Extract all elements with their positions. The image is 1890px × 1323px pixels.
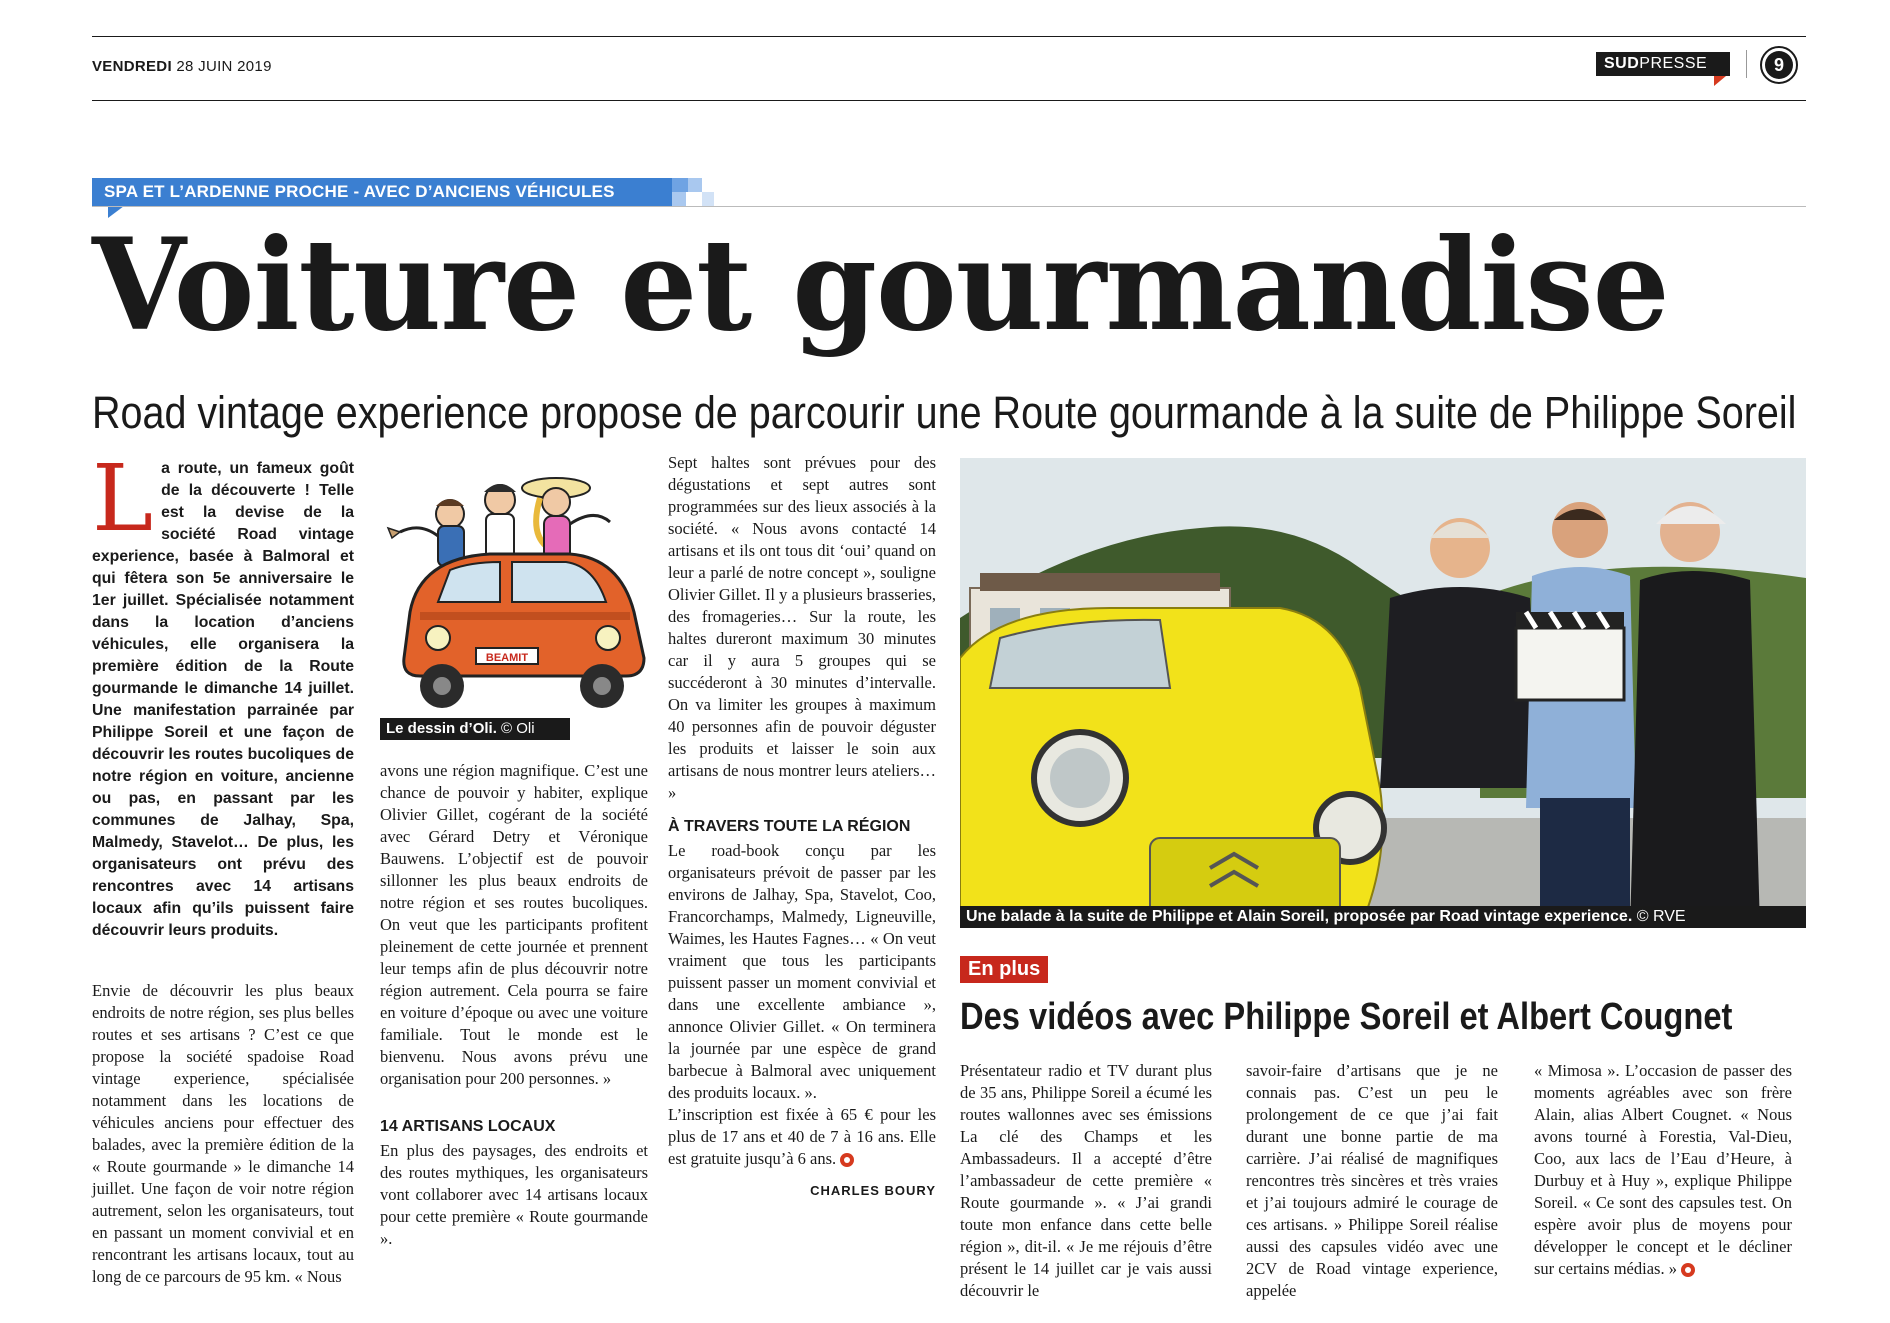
lead-text: a route, un fameux goût de la découverte ! Telle est la devise de la société Road vintage experience, basée à Balmoral et qui fêtera son 5e anniversaire le 1er juillet. Spécialisée notamment dans la location d’anciens véhicules, elle organisera la première édition de la Route gourmande le dimanche 14 juillet. Une manifestation parrainée par Philippe Soreil et une façon de découvrir les routes bucoliques de notre région en voiture, ancienne ou pas, en passant par les communes de Jalhay, Spa, Malmedy, Stavelot… De plus, les organisateurs ont prévu des rencontres avec 14 artisans locaux afin qu’ils puissent faire découvrir leurs produits.	[92, 460, 354, 939]
section-heading-region: À TRAVERS TOUTE LA RÉGION	[668, 818, 911, 835]
en-plus-column-1	[960, 1060, 1212, 1302]
photo-caption	[960, 906, 1806, 928]
author-signature: CHARLES BOURY	[810, 1183, 936, 1198]
brand-accent-icon	[1714, 76, 1726, 86]
section-region-end-text: L’inscription est fixée à 65 € pour les plus de 17 ans et 40 de 7 à 16 ans. Elle est gratuite jusqu’à 6 ans.	[668, 1105, 936, 1168]
page-number: 9	[1765, 51, 1793, 79]
page-number-badge	[1760, 46, 1798, 84]
section-heading-artisans: 14 ARTISANS LOCAUX	[380, 1118, 556, 1135]
headline: Voiture et gourmandise	[92, 211, 1669, 359]
section-artisans-body: En plus des paysages, des endroits et des routes mythiques, les organisateurs vont collaborer avec 14 artisans locaux pour cette première « Route gourmande ».	[380, 1141, 648, 1248]
section-region-end	[668, 1104, 936, 1170]
photo-caption-title: Une balade à la suite de Philippe et Alain Soreil, proposée par Road vintage experience.	[966, 908, 1633, 925]
top-rule	[92, 36, 1806, 37]
header-rule	[92, 100, 1806, 101]
section-region-body: Le road-book conçu par les organisateurs prévoit de passer par les environs de Jalhay, Spa, Stavelot, Coo, Francorchamps, Malmedy, Ligneuville, Waimes, les Hautes Fagnes… « On veut vraiment que tous les participants puissent passer un moment convivial et dans une excellente ambiance », annonce Olivier Gillet. « On terminera la journée par une espèce de grand barbecue à Balmoral avec uniquement des produits locaux. ».	[668, 841, 936, 1102]
en-plus-col1-text: Présentateur radio et TV durant plus de 35 ans, Philippe Soreil a écumé les routes wallonnes avec ses émissions La clé des Champs et les Ambassadeurs. Il a accepté d’être l’ambassadeur de cette première « Route gourmande ». « J’ai grandi toute mon enfance dans cette belle région », dit-il. « Je me réjouis d’être présent le 14 juillet car je vais aussi découvrir le	[960, 1061, 1212, 1300]
cartoon-illustration	[380, 462, 670, 720]
brand-logo[interactable]	[1596, 52, 1730, 76]
cartoon-caption-credit: © Oli	[501, 720, 535, 737]
end-mark-icon-2	[1681, 1263, 1695, 1277]
cartoon-caption	[380, 718, 570, 740]
drop-cap: L	[92, 445, 154, 552]
column-1-body: Envie de découvrir les plus beaux endroits de notre région, ses plus belles routes et ses artisans ? C’est ce que propose la société spadoise Road vintage experience, spécialisée notamment dans les locations de véhicules anciens pour effectuer des balades, avec la première édition de la « Route gourmande » le dimanche 14 juillet. Une façon de voir notre région autrement, selon les organisateurs, tout en passant un moment convivial et en rencontrant les artisans locaux, tout au long de ce parcours de 95 km. « Nous	[92, 981, 354, 1286]
kicker-text: SPA ET L’ARDENNE PROCHE - AVEC D’ANCIENS VÉHICULES	[104, 182, 615, 201]
en-plus-label: En plus	[960, 956, 1048, 983]
lead-paragraph	[92, 445, 354, 942]
cartoon-caption-title: Le dessin d’Oli.	[386, 720, 497, 737]
cartoon-plate-text: BEAMIT	[485, 652, 529, 664]
column-2-body: avons une région magnifique. C’est une chance de pouvoir y habiter, explique Olivier Gillet, cogérant de la société avec Gérard Detry et Véronique Bauwens. L’objectif est de pouvoir sillonner les plus beaux endroits de notre région et ses routes bucoliques. On veut que les participants profitent pleinement de cette journée et prennent leur temps afin de plus découvrir notre région autrement. Cela pourra se faire en voiture d’époque ou avec une voiture familiale. Tout le monde est le bienvenu. Nous avons prévu une organisation pour 200 personnes. »	[380, 761, 648, 1088]
issue-day: VENDREDI	[92, 58, 172, 75]
photo-caption-credit: © RVE	[1636, 908, 1686, 925]
article-column-2	[380, 760, 648, 1250]
subheadline: Road vintage experience propose de parcourir une Route gourmande à la suite de Philippe Soreil	[92, 387, 1797, 438]
en-plus-column-3	[1534, 1060, 1792, 1280]
photo-yellow-2cv-scene	[960, 458, 1806, 928]
issue-date	[92, 58, 272, 75]
end-mark-icon	[840, 1153, 854, 1167]
en-plus-headline: Des vidéos avec Philippe Soreil et Albert Cougnet	[960, 996, 1733, 1038]
en-plus-col2-text: savoir-faire d’artisans que je ne connais pas. C’est un peu le prolongement de ce que j’ai fait durant une bonne partie de ma carrière. J’ai réalisé de magnifiques rencontres très sincères et très vraies et j’ai toujours admiré le courage de ces artisans. » Philippe Soreil réalise aussi des capsules vidéo avec une 2CV de Road vintage experience, appelée	[1246, 1061, 1498, 1300]
header-separator	[1746, 50, 1747, 78]
en-plus-col3	[1534, 1060, 1792, 1280]
en-plus-col3-text: « Mimosa ». L’occasion de passer des moments agréables avec son frère Alain, alias Albert Cougnet. « Nous avons tourné à Forestia, Val-Dieu, Coo, aux lacs de l’Eau d’Heure, à Durbuy et à Huy », explique Philippe Soreil. « Ce sont des capsules test. On espère avoir plus de moyens pour développer le concept et le décliner sur certains médias. »	[1534, 1061, 1792, 1278]
article-column-3	[668, 452, 936, 1202]
en-plus-column-2	[1246, 1060, 1498, 1302]
issue-date-text: 28 JUIN 2019	[176, 58, 272, 75]
kicker-rule	[92, 206, 1806, 207]
column-3-body: Sept haltes sont prévues pour des dégustations et sept autres sont programmées sur des lieux associés à la société. « Nous avons contacté 14 artisans et ils ont tous dit ‘oui’ quand on leur a parlé de notre concept », souligne Olivier Gillet. Il y a plusieurs brasseries, des fromageries… Sur la route, les haltes dureront maximum 30 minutes car il y aura 5 groupes qui se succéderont à 30 minutes d’intervalle. On va limiter les groupes à maximum 40 personnes afin de pouvoir déguster les produits et laisser le soin aux artisans de nous montrer leurs ateliers… »	[668, 453, 936, 802]
article-photo	[960, 458, 1806, 928]
section-kicker	[92, 178, 672, 206]
article-column-1	[92, 445, 354, 1288]
cartoon-2cv-drawing	[380, 462, 670, 720]
brand-rest: PRESSE	[1639, 55, 1708, 72]
brand-bold: SUD	[1604, 55, 1640, 72]
